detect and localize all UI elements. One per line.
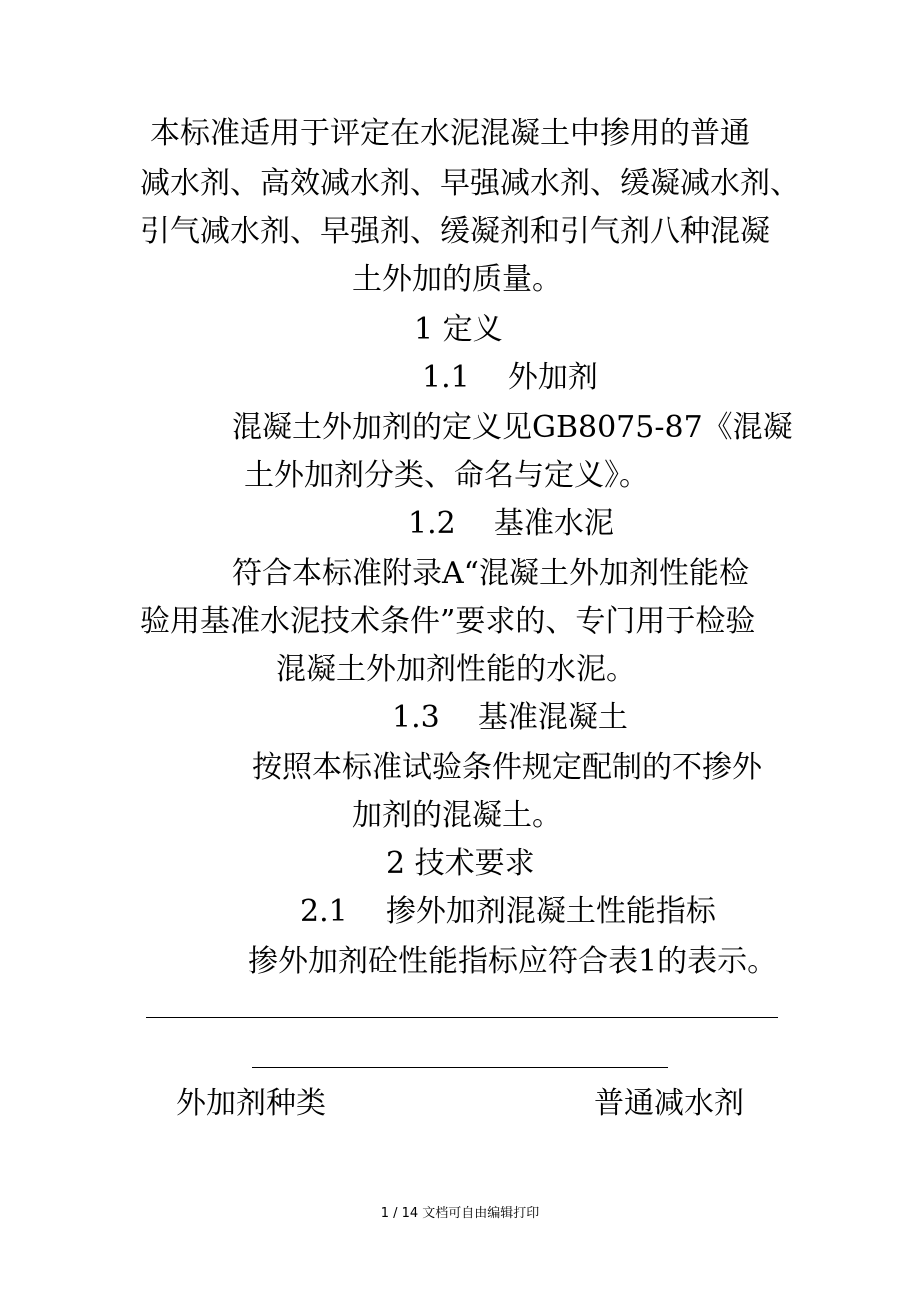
intro-line-1: 本标准适用于评定在水泥混凝土中掺用的普通 bbox=[150, 116, 750, 151]
table-header-rule bbox=[252, 1067, 668, 1068]
section-1-1-body-line-1: 混凝土外加剂的定义见GB8075-87《混凝 bbox=[232, 410, 793, 445]
section-1-1-heading: 1.1 外加剂 bbox=[422, 360, 598, 395]
section-1-2-heading: 1.2 基准水泥 bbox=[408, 506, 614, 541]
section-1-heading: 1 定义 bbox=[414, 312, 503, 347]
section-1-1-body-line-2: 土外加剂分类、命名与定义》。 bbox=[244, 458, 649, 493]
page-footer: 1 / 14 文档可自由编辑打印 bbox=[380, 1206, 540, 1221]
section-1-3-body-line-2: 加剂的混凝土。 bbox=[352, 798, 562, 833]
section-1-2-body-line-1: 符合本标准附录A“混凝土外加剂性能检 bbox=[232, 556, 750, 591]
section-1-3-body-line-1: 按照本标准试验条件规定配制的不掺外 bbox=[252, 750, 762, 785]
section-2-heading: 2 技术要求 bbox=[386, 846, 535, 881]
section-1-2-body-line-2: 验用基准水泥技术条件”要求的、专门用于检验 bbox=[140, 604, 756, 639]
section-2-1-heading: 2.1 掺外加剂混凝土性能指标 bbox=[300, 894, 716, 929]
intro-line-3: 引气减水剂、早强剂、缓凝剂和引气剂八种混凝 bbox=[140, 214, 770, 249]
section-2-1-body: 掺外加剂砼性能指标应符合表1的表示。 bbox=[248, 944, 778, 979]
intro-line-4: 土外加的质量。 bbox=[352, 262, 562, 297]
table-col2-header: 普通减水剂 bbox=[594, 1086, 744, 1121]
intro-line-2: 减水剂、高效减水剂、早强减水剂、缓凝减水剂、 bbox=[140, 166, 800, 201]
section-1-2-body-line-3: 混凝土外加剂性能的水泥。 bbox=[276, 652, 636, 687]
table-top-rule bbox=[146, 1017, 778, 1018]
section-1-3-heading: 1.3 基准混凝土 bbox=[392, 700, 628, 735]
table-col1-header: 外加剂种类 bbox=[176, 1086, 326, 1121]
